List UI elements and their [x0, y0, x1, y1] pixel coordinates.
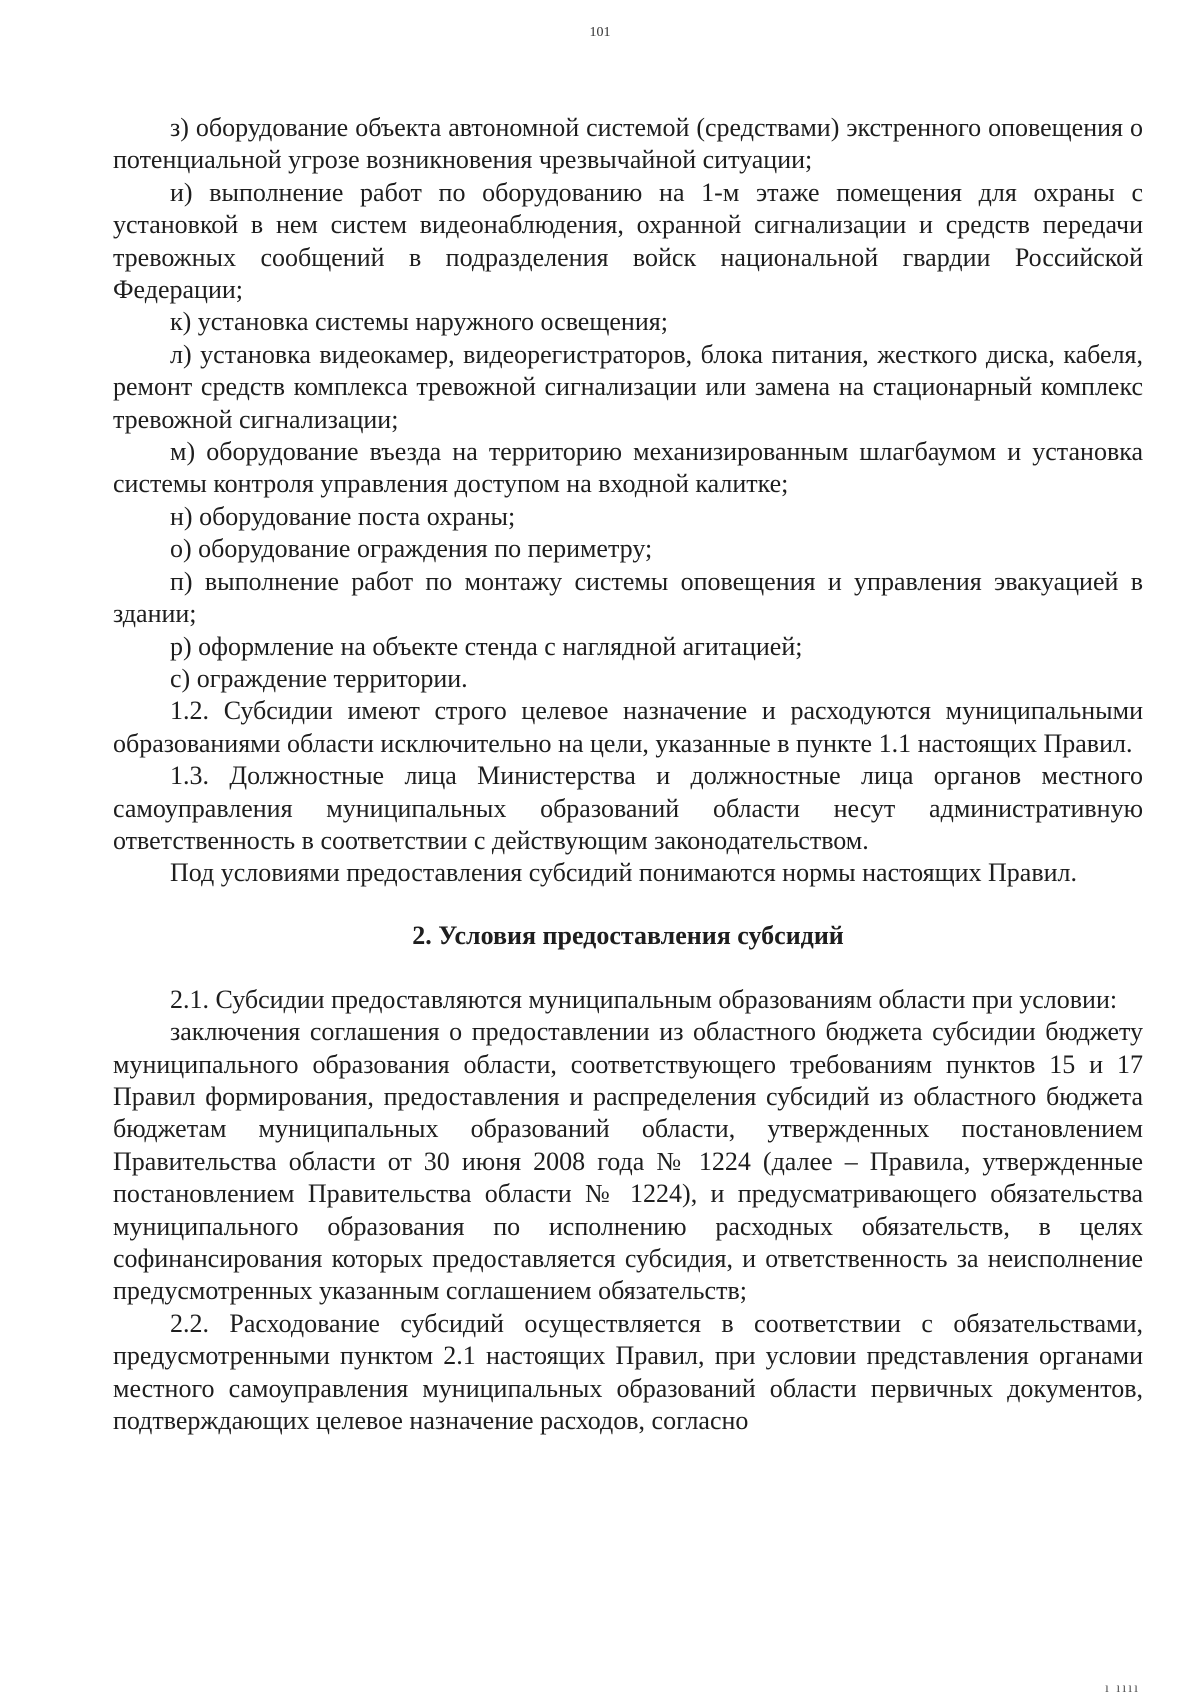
paragraph-item-z: з) оборудование объекта автономной системой (средствами) экстренного оповещения о потенциальной угрозе возникновения чрезвычайной ситуации; — [113, 113, 1143, 175]
paragraph-1-2: 1.2. Субсидии имеют строго целевое назначение и расходуются муниципальными образованиями области исключительно на цели, указанные в пункте 1.1 настоящих Правил. — [113, 696, 1143, 758]
paragraph-item-i: и) выполнение работ по оборудованию на 1-м этаже помещения для охраны с установкой в нем систем видеонаблюдения, охранной сигнализации и средств передачи тревожных сообщений в подразделения войск национальной гвардии Российской Федерации; — [113, 177, 1143, 305]
section-heading: 2. Условия предоставления субсидий — [412, 920, 844, 950]
paragraph-item-k: к) установка системы наружного освещения; — [170, 307, 668, 337]
scan-footer-mark: ı ıııı — [1105, 1681, 1140, 1696]
paragraph-item-n: н) оборудование поста охраны; — [170, 501, 516, 531]
paragraph-2-1: 2.1. Субсидии предоставляются муниципальным образованиям области при условии: — [170, 984, 1118, 1014]
paragraph-item-r: р) оформление на объекте стенда с наглядной агитацией; — [170, 631, 803, 661]
page-number: 101 — [589, 25, 611, 40]
paragraph-item-p: п) выполнение работ по монтажу системы оповещения и управления эвакуацией в здании; — [113, 566, 1143, 629]
paragraph-item-o: о) оборудование ограждения по периметру; — [170, 534, 653, 564]
paragraph-conditions-note: Под условиями предоставления субсидий понимаются нормы настоящих Правил. — [170, 858, 1078, 888]
document-body — [113, 112, 1143, 1437]
paragraph-2-2: 2.2. Расходование субсидий осуществляется в соответствии с обязательствами, предусмотренными пунктом 2.1 настоящих Правил, при условии представления органами местного самоуправления муниципальных образований области первичных документов, подтверждающих целевое назначение расходов, согласно — [113, 1308, 1143, 1436]
paragraph-item-l: л) установка видеокамер, видеорегистраторов, блока питания, жесткого диска, кабеля, ремонт средств комплекса тревожной сигнализации или замена на стационарный комплекс тревожной сигнализации; — [113, 339, 1143, 434]
paragraph-agreement: заключения соглашения о предоставлении из областного бюджета субсидии бюджету муниципального образования области, соответствующего требованиям пунктов 15 и 17 Правил формирования, предоставления и распределения субсидий из областного бюджета бюджетам муниципальных образований области, утвержденных постановлением Правительства области от 30 июня 2008 года № 1224 (далее – Правила, утвержденные постановлением Правительства области № 1224), и предусматривающего обязательства муниципального образования по исполнению расходных обязательств, в целях софинансирования которых предоставляется субсидия, и ответственность за неисполнение предусмотренных указанным соглашением обязательств; — [113, 1017, 1143, 1306]
paragraph-item-m: м) оборудование въезда на территорию механизированным шлагбаумом и установка системы контроля управления доступом на входной калитке; — [113, 437, 1143, 499]
paragraph-1-3: 1.3. Должностные лица Министерства и должностные лица органов местного самоуправления муниципальных образований области несут административную ответственность в соответствии с действующим законодательством. — [113, 761, 1143, 855]
paragraph-item-s: с) ограждение территории. — [170, 663, 468, 693]
